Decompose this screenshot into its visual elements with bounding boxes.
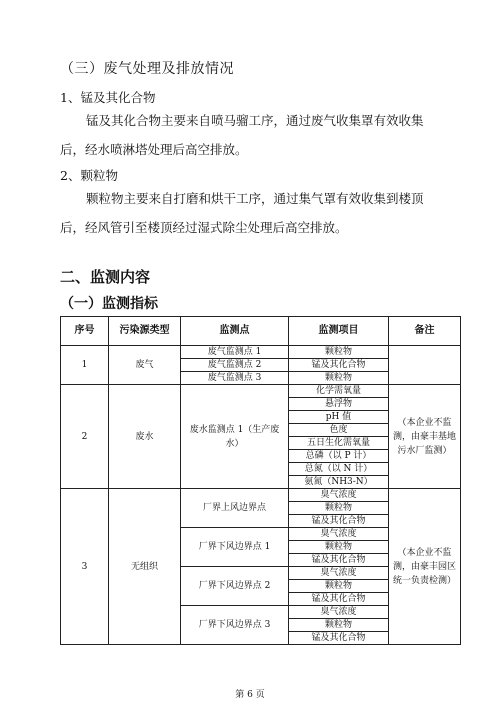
monitoring-point: 厂界下风边界点 1 [181,528,289,567]
monitoring-item: 五日生化需氧量 [289,437,389,450]
source-type: 无组织 [109,489,181,645]
section-heading: （三）废气处理及排放情况 [60,61,234,77]
source-type: 废水 [109,385,181,489]
monitoring-point: 废气监测点 2 [181,359,289,372]
monitoring-item: 悬浮物 [289,398,389,411]
item-1-title: 1、锰及其化合物 [60,90,156,105]
monitoring-item: 臭气浓度 [289,489,389,502]
monitoring-item: 颗粒物 [289,619,389,632]
monitoring-item: pH 值 [289,411,389,424]
monitoring-item: 氨氮（NH3-N） [289,476,389,489]
row-number: 2 [61,385,109,489]
column-header: 备注 [389,317,461,346]
table-row [61,385,461,398]
monitoring-item: 臭气浓度 [289,606,389,619]
column-header: 监测点 [181,317,289,346]
column-header: 污染源类型 [109,317,181,346]
monitoring-item: 臭气浓度 [289,528,389,541]
monitoring-item: 锰及其化合物 [289,554,389,567]
monitoring-point: 厂界上风边界点 [181,489,289,528]
subsection-heading: （一）监测指标 [60,296,158,312]
monitoring-point: 厂界下风边界点 2 [181,567,289,606]
monitoring-item: 锰及其化合物 [289,359,389,372]
row-number: 1 [61,346,109,385]
monitoring-item: 锰及其化合物 [289,632,389,645]
column-header: 监测项目 [289,317,389,346]
note-cell: （本企业不监测，由豪丰园区统一负责检测） [389,489,461,645]
note-cell [389,346,461,385]
page-number: 第 6 页 [235,690,265,700]
monitoring-item: 颗粒物 [289,541,389,554]
monitoring-item: 色度 [289,424,389,437]
monitoring-item: 总磷（以 P 计） [289,450,389,463]
monitoring-table [60,316,461,645]
table-header-row [61,317,461,346]
row-number: 3 [61,489,109,645]
source-type: 废气 [109,346,181,385]
item-1-paragraph: 锰及其化合物主要来自喷马骝工序，通过废气收集罩有效收集后，经水喷淋塔处理后高空排放。 [60,113,424,157]
monitoring-item: 颗粒物 [289,502,389,515]
monitoring-item: 颗粒物 [289,372,389,385]
monitoring-item: 臭气浓度 [289,567,389,580]
monitoring-point: 废气监测点 1 [181,346,289,359]
item-2-title: 2、颗粒物 [60,168,118,183]
column-header: 序号 [61,317,109,346]
chapter-heading: 二、监测内容 [60,268,151,286]
monitoring-item: 颗粒物 [289,580,389,593]
monitoring-item: 颗粒物 [289,346,389,359]
monitoring-item: 锰及其化合物 [289,515,389,528]
monitoring-item: 锰及其化合物 [289,593,389,606]
table-row [61,489,461,502]
monitoring-point: 厂界下风边界点 3 [181,606,289,645]
monitoring-point: 废水监测点 1（生产废水） [181,385,289,489]
item-2-paragraph: 颗粒物主要来自打磨和烘干工序，通过集气罩有效收集到楼顶后，经风管引至楼顶经过湿式除尘处理后高空排放。 [60,191,424,235]
monitoring-item: 总氮（以 N 计） [289,463,389,476]
note-cell: （本企业不监测，由豪丰基地污水厂监测） [389,385,461,489]
monitoring-point: 废气监测点 3 [181,372,289,385]
table-row [61,346,461,359]
monitoring-item: 化学需氧量 [289,385,389,398]
